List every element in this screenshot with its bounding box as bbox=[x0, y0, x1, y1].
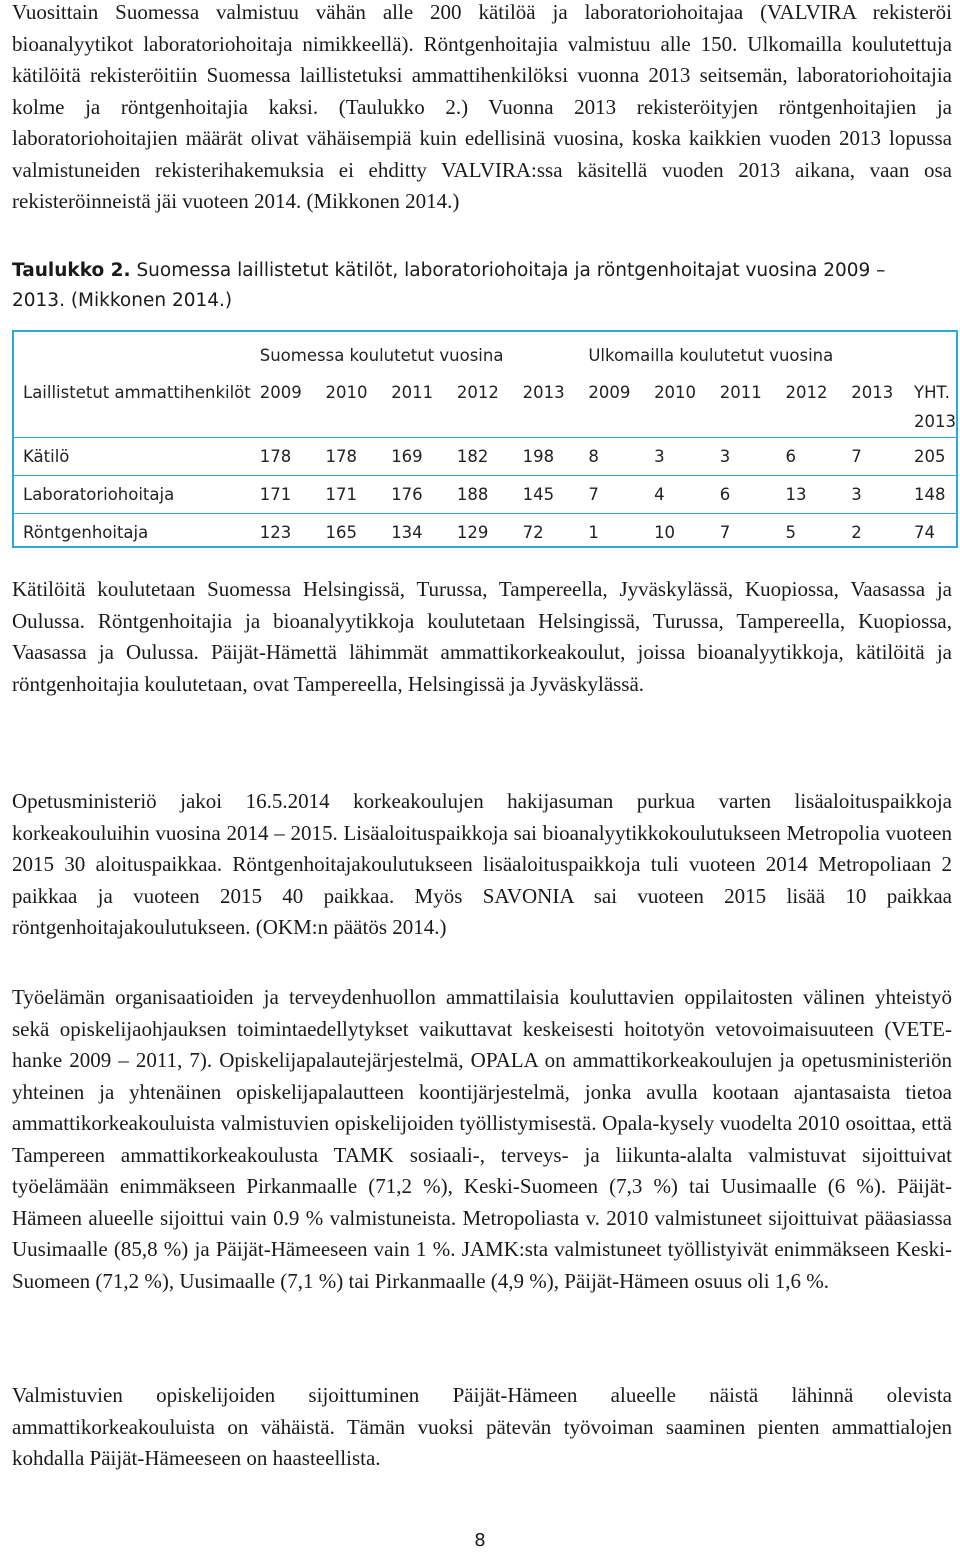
group-header-foreign: Ulkomailla koulutetut vuosina bbox=[588, 345, 834, 365]
table-cell: 7 bbox=[711, 514, 777, 552]
employment-paragraph: Työelämän organisaatioiden ja terveydenhuollon ammattilaisia kouluttavien oppilaitosten välinen yhteistyö sekä opiskelijaohjauksen toimintaedellytykset vaikuttavat keskeisesti hoitotyön vetovoimaisuuteen (VETE-hanke 2009 – 2011, 7). Opiskelijapalautejärjestelmä, OPALA on ammattikorkeakoulujen ja opetusministeriön yhteinen ja yhtenäinen opiskelijapalautteen koontijärjestelmä, jonka avulla kootaan ajantasaista tietoa ammattikorkeakouluista valmistuvien opiskelijoiden työllistymisestä. Opala-kysely vuodelta 2010 osoittaa, että Tampereen ammattikorkeakoulusta TAMK sosiaali-, terveys- ja liikunta-alalta valmistuvat sijoittuivat työelämään enimmäkseen Pirkanmaalle (71,2 %), Keski-Suomeen (7,3 %) tai Uusimaalle (6 %). Päijät-Hämeen alueelle sijoittui vain 0.9 % valmistuneista. Metropoliasta v. 2010 valmistuneet sijoittuivat pääasiassa Uusimaalle (85,8 %) ja Päijät-Hämeeseen vain 1 %. JAMK:sta valmistuneet työllistyivät enimmäkseen Keski-Suomeen (71,2 %), Uusimaalle (7,1 %) tai Pirkanmaalle (4,9 %), Päijät-Hämeen osuus oli 1,6 %. bbox=[12, 985, 952, 1293]
table-cell: 129 bbox=[448, 514, 514, 552]
table-row bbox=[14, 476, 956, 514]
table-cell: 8 bbox=[579, 438, 645, 476]
licensed-professionals-table bbox=[12, 330, 958, 548]
table-cell: 123 bbox=[251, 514, 317, 552]
profession-name: Kätilö bbox=[14, 438, 251, 476]
intro-paragraph: Vuosittain Suomessa valmistuu vähän alle 200 kätilöä ja laboratoriohoitajaa (VALVIRA rekisteröi bioanalyytikot laboratoriohoitaja nimikkeellä). Röntgenhoitajia valmistuu alle 150. Ulkomailla koulutettuja kätilöitä rekisteröitiin Suomessa laillistetuksi ammattihenkilöksi vuonna 2013 seitsemän, laboratoriohoitajia kolme ja röntgenhoitajia kaksi. (Taulukko 2.) Vuonna 2013 rekisteröityjen röntgenhoitajien ja laboratoriohoitajien määrät olivat vähäisempiä kuin edellisinä vuosina, koska kaikkien vuoden 2013 lopussa valmistuneiden rekisterihakemuksia ei ehditty VALVIRA:ssa käsitellä vuoden 2013 aikana, vaan osa rekisteröinneistä jäi vuoteen 2014. (Mikkonen 2014.) bbox=[12, 0, 952, 213]
table-cell: 165 bbox=[316, 514, 382, 552]
table-cell: 72 bbox=[514, 514, 580, 552]
table-cell: 2 bbox=[842, 514, 908, 552]
table-caption-label: Taulukko 2. bbox=[12, 260, 131, 281]
conclusion-paragraph: Valmistuvien opiskelijoiden sijoittuminen Päijät-Hämeen alueelle näistä lähinnä olevista ammattikorkeakouluista on vähäistä. Tämän vuoksi pätevän työvoiman saaminen pienten ammattialojen kohdalla Päijät-Hämeeseen on haasteellista. bbox=[12, 1383, 952, 1470]
table-cell: 145 bbox=[514, 476, 580, 514]
table-caption bbox=[12, 256, 932, 316]
profession-name: Laboratoriohoitaja bbox=[14, 476, 251, 514]
table-cell: 171 bbox=[316, 476, 382, 514]
table-cell: 10 bbox=[645, 514, 711, 552]
page-number: 8 bbox=[474, 1530, 486, 1551]
group-header-domestic: Suomessa koulutetut vuosina bbox=[259, 345, 504, 365]
year-header: 2012 bbox=[785, 383, 828, 402]
table-cell: 182 bbox=[448, 438, 514, 476]
table-cell: 3 bbox=[645, 438, 711, 476]
table-cell: 178 bbox=[251, 438, 317, 476]
table-row bbox=[14, 438, 956, 476]
table-cell: 7 bbox=[579, 476, 645, 514]
table-cell: 5 bbox=[777, 514, 843, 552]
table-cell: 6 bbox=[711, 476, 777, 514]
table-caption-text: Suomessa laillistetut kätilöt, laboratoriohoitaja ja röntgenhoitajat vuosina 2009 – 2013. (Mikkonen 2014.) bbox=[12, 260, 886, 311]
table-cell: 178 bbox=[316, 438, 382, 476]
total-header: YHT. 2013 bbox=[914, 383, 957, 431]
total-cell: 74 bbox=[908, 514, 956, 552]
year-header: 2010 bbox=[654, 383, 697, 402]
table-cell: 134 bbox=[382, 514, 448, 552]
row-header-label: Laillistetut ammattihenkilöt bbox=[23, 383, 251, 402]
table-cell: 7 bbox=[842, 438, 908, 476]
table-cell: 3 bbox=[842, 476, 908, 514]
year-header: 2011 bbox=[719, 383, 762, 402]
year-header: 2010 bbox=[325, 383, 368, 402]
table-cell: 171 bbox=[251, 476, 317, 514]
year-header: 2013 bbox=[851, 383, 894, 402]
training-locations-paragraph: Kätilöitä koulutetaan Suomessa Helsingissä, Turussa, Tampereella, Jyväskylässä, Kuopiossa, Vaasassa ja Oulussa. Röntgenhoitajia ja bioanalyytikkoja koulutetaan Helsingissä, Turussa, Tampereella, Kuopiossa, Vaasassa ja Oulussa. Päijät-Hämettä lähimmät ammattikorkeakoulut, joissa bioanalyytikkoja, kätilöitä ja röntgenhoitajia koulutetaan, ovat Tampereella, Helsingissä ja Jyväskylässä. bbox=[12, 577, 952, 696]
year-header: 2012 bbox=[456, 383, 499, 402]
table-cell: 198 bbox=[514, 438, 580, 476]
table-cell: 188 bbox=[448, 476, 514, 514]
profession-name: Röntgenhoitaja bbox=[14, 514, 251, 552]
table-cell: 4 bbox=[645, 476, 711, 514]
table-cell: 13 bbox=[777, 476, 843, 514]
table-cell: 6 bbox=[777, 438, 843, 476]
year-header: 2009 bbox=[259, 383, 302, 402]
empty-corner-cell bbox=[14, 332, 251, 374]
total-cell: 205 bbox=[908, 438, 956, 476]
total-cell: 148 bbox=[908, 476, 956, 514]
extra-places-paragraph: Opetusministeriö jakoi 16.5.2014 korkeakoulujen hakijasuman purkua varten lisäaloituspaikkoja korkeakouluihin vuosina 2014 – 2015. Lisäaloituspaikkoja sai bioanalyytikkokoulutukseen Metropolia vuoteen 2015 30 aloituspaikkaa. Röntgenhoitajakoulutukseen lisäaloituspaikkoja tuli vuoteen 2014 Metropoliaan 2 paikkaa ja vuoteen 2015 40 paikkaa. Myös SAVONIA sai vuoteen 2015 lisää 10 paikkaa röntgenhoitajakoulutukseen. (OKM:n päätös 2014.) bbox=[12, 789, 952, 939]
year-header: 2009 bbox=[588, 383, 631, 402]
table-cell: 169 bbox=[382, 438, 448, 476]
year-header: 2013 bbox=[522, 383, 565, 402]
table-cell: 3 bbox=[711, 438, 777, 476]
year-header: 2011 bbox=[391, 383, 434, 402]
table-cell: 176 bbox=[382, 476, 448, 514]
table-cell: 1 bbox=[579, 514, 645, 552]
table-row bbox=[14, 514, 956, 552]
